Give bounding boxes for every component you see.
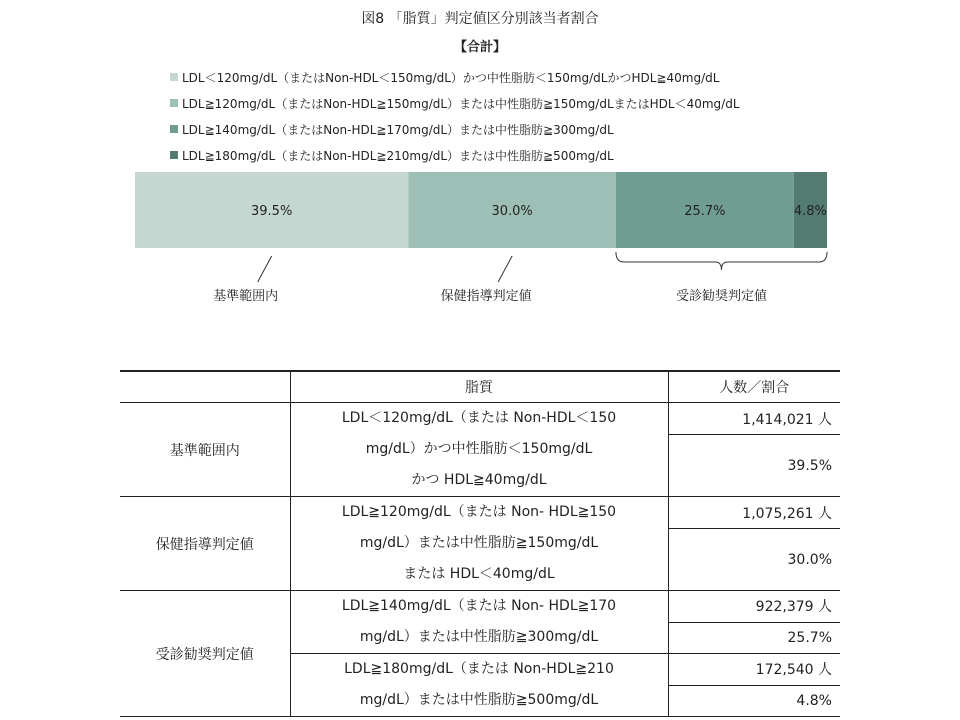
percent-cell: 39.5%: [668, 435, 840, 497]
condition-line: かつ HDL≧40mg/dL: [411, 472, 547, 488]
condition-line: mg/dL）または中性脂肪≧300mg/dL: [359, 629, 599, 645]
annotation-leader-line: [498, 256, 512, 282]
percent-cell: 25.7%: [668, 622, 840, 654]
condition-cell: [290, 591, 668, 654]
chart-title: 図8 「脂質」判定値区分別該当者割合: [361, 11, 599, 27]
table-row: [120, 403, 840, 435]
stacked-bar-chart: [0, 0, 960, 330]
condition-line: または HDL＜40mg/dL: [403, 566, 555, 582]
condition-line: LDL＜120mg/dL（または Non-HDL＜150: [341, 410, 617, 426]
count-cell: 172,540 人: [668, 654, 840, 686]
condition-line: LDL≧140mg/dL（または Non- HDL≧170: [341, 598, 617, 614]
annotation-brace: [616, 252, 827, 270]
legend-label: LDL≧180mg/dL（またはNon-HDL≧210mg/dL）または中性脂肪≧500mg/dL: [182, 148, 614, 163]
data-label: 30.0%: [491, 204, 533, 219]
condition-cell: [290, 654, 668, 717]
percent-cell: 4.8%: [668, 685, 840, 717]
annotation-label: 保健指導判定値: [440, 289, 532, 304]
table-row: [120, 497, 840, 529]
annotation-leader-line: [258, 256, 272, 282]
condition-line: LDL≧180mg/dL（または Non-HDL≧210: [344, 661, 614, 677]
lipid-data-table: [120, 370, 840, 717]
condition-line: mg/dL）または中性脂肪≧150mg/dL: [359, 535, 599, 551]
legend-label: LDL≧120mg/dL（またはNon-HDL≧150mg/dL）または中性脂肪≧150mg/dLまたはHDL＜40mg/dL: [182, 96, 740, 111]
annotation-label: 受診勧奨判定値: [675, 289, 767, 304]
category-cell: 保健指導判定値: [120, 497, 290, 591]
condition-cell: [290, 497, 668, 591]
data-label: 4.8%: [793, 204, 827, 219]
legend-label: LDL＜120mg/dL（またはNon-HDL＜150mg/dL）かつ中性脂肪＜150mg/dLかつHDL≧40mg/dL: [182, 70, 720, 85]
chart-subtitle: 【合計】: [453, 40, 506, 55]
condition-line: mg/dL）かつ中性脂肪＜150mg/dL: [365, 441, 593, 457]
count-cell: 922,379 人: [668, 591, 840, 623]
condition-line: LDL≧120mg/dL（または Non- HDL≧150: [341, 504, 617, 520]
data-label: 25.7%: [684, 204, 726, 219]
table-header-blank: [120, 371, 290, 403]
category-cell: 基準範囲内: [120, 403, 290, 497]
count-cell: 1,414,021 人: [668, 403, 840, 435]
table-header-row: [120, 371, 840, 403]
count-cell: 1,075,261 人: [668, 497, 840, 529]
annotation-label: 基準範囲内: [213, 289, 279, 304]
table-header-count-ratio: 人数／割合: [668, 371, 840, 403]
category-cell: 受診勧奨判定値: [120, 591, 290, 717]
table-row: [120, 591, 840, 623]
condition-cell: [290, 403, 668, 497]
data-label: 39.5%: [251, 204, 293, 219]
condition-line: mg/dL）または中性脂肪≧500mg/dL: [359, 692, 599, 708]
percent-cell: 30.0%: [668, 529, 840, 591]
table-header-lipid: 脂質: [290, 371, 668, 403]
legend-label: LDL≧140mg/dL（またはNon-HDL≧170mg/dL）または中性脂肪≧300mg/dL: [182, 122, 614, 137]
